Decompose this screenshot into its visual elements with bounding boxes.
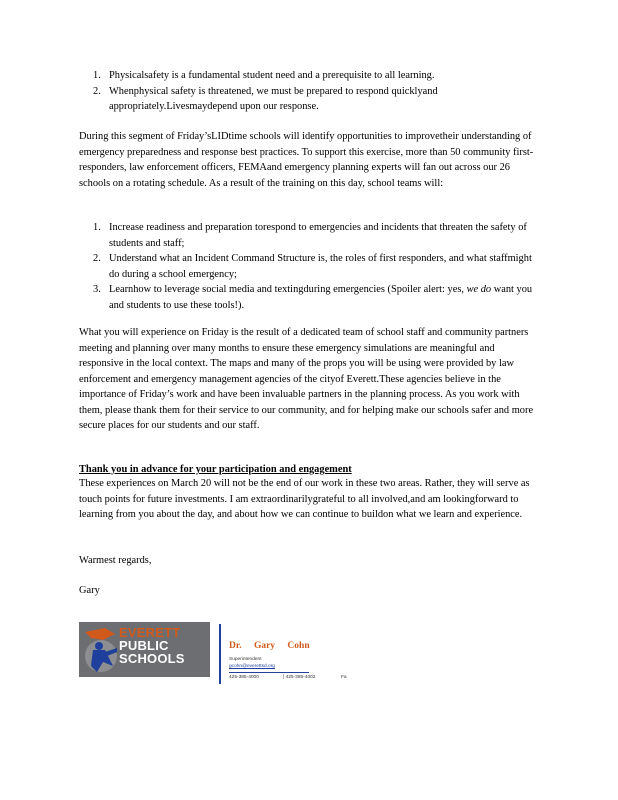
signature-title: Superintendent xyxy=(229,657,262,662)
list-item: 2. Whenphysical safety is threatened, we must be prepared to respond quicklyand appropriately.Livesmaydepend upon our response. xyxy=(93,85,438,112)
signoff-name: Gary xyxy=(79,585,100,596)
outcomes-list xyxy=(79,220,539,313)
everett-public-schools-logo xyxy=(79,622,210,677)
paragraph-segment: During this segment of Friday’sLIDtime schools will identify opportunities to improvetheir understanding of emergency preparedness and response best practices. To support this exercise, more than 50 community first-responders, law enforcement officers, FEMAand emergency planning experts will fan out across our 26 schools on a rotating schedule. As a result of the training on this day, school teams will: xyxy=(79,131,534,189)
thanks-heading: Thank you in advance for your participation and engagement xyxy=(79,464,352,475)
closing-regards: Warmest regards, xyxy=(79,555,152,566)
list-item: 2. Understand what an Incident Command Structure is, the roles of first responders, and what staffmight do during a school emergency; xyxy=(93,253,532,280)
paragraph-experience: What you will experience on Friday is the result of a dedicated team of school staff and community partners meeting and planning over many months to ensure these emergency simulations are meaningful and responsive in the local context. The maps and many of the props you will be using were provided by law enforcement and emergency management agencies of the cityof Everett.These agencies believe in the importance of Friday’s work and have been invaluable partners in the planning process. As you work with them, please thank them for their service to our community, and for helping make our schools safer and more secure places for our students and our staff. xyxy=(79,327,534,431)
intro-list xyxy=(79,68,539,115)
signature-underline xyxy=(229,672,309,673)
list-item: 1. Physicalsafety is a fundamental student need and a prerequisite to all learning. xyxy=(93,70,435,81)
signature-email-link[interactable]: gcohn@everettsd.org xyxy=(229,664,275,669)
signature-fax-label: Fa xyxy=(341,675,347,680)
list-item: 1. Increase readiness and preparation torespond to emergencies and incidents that threaten the safety of students and staff; xyxy=(93,222,527,249)
signature-phone: 425-385-4000 xyxy=(229,675,259,680)
logo-wordmark: EVERETT PUBLIC SCHOOLS xyxy=(119,625,185,666)
signature-divider xyxy=(219,624,221,684)
signature-name: Dr. Gary Cohn xyxy=(229,641,310,651)
paragraph-closing: These experiences on March 20 will not be the end of our work in these two areas. Rather, they will serve as touch points for future investments. I am extraordinarilygrateful to all involved,and am lookingforward to learning from you about the day, and about how we can continue to buildon what we learn and experience. xyxy=(79,478,530,520)
signature-phone-alt: | 425-385-4002 xyxy=(283,675,316,680)
email-signature xyxy=(79,622,479,682)
list-item: 3. Learnhow to leverage social media and textingduring emergencies (Spoiler alert: yes, we do want you and students to use these tools!). xyxy=(93,284,533,311)
